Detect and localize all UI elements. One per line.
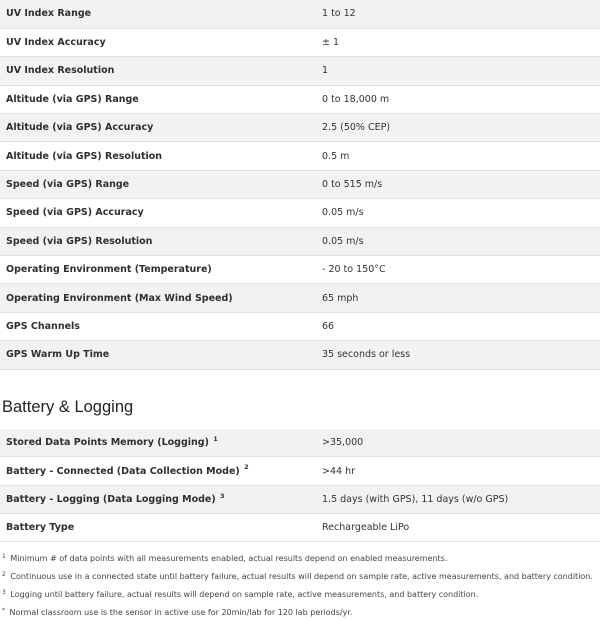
spec-value: 1 bbox=[303, 57, 600, 85]
spec-label-text: Battery - Connected (Data Collection Mode) bbox=[6, 465, 240, 477]
spec-value: 0.05 m/s bbox=[303, 199, 600, 227]
battery-table bbox=[0, 429, 600, 543]
spec-label: UV Index Range bbox=[0, 0, 303, 28]
spec-row bbox=[0, 227, 600, 255]
spec-label: GPS Channels bbox=[0, 312, 303, 340]
spec-value: 0 to 18,000 m bbox=[303, 85, 600, 113]
spec-row bbox=[0, 341, 600, 369]
spec-value: Rechargeable LiPo bbox=[303, 513, 600, 541]
spec-label: GPS Warm Up Time bbox=[0, 341, 303, 369]
footnote-text: Logging until battery failure, actual results will depend on sample rate, active measurements, and battery condition. bbox=[10, 590, 479, 600]
spec-row bbox=[0, 256, 600, 284]
footnote-text: Minimum # of data points with all measurements enabled, actual results depend on enabled measurements. bbox=[10, 554, 448, 564]
spec-value: - 20 to 150°C bbox=[303, 256, 600, 284]
spec-row bbox=[0, 513, 600, 541]
spec-label: Operating Environment (Temperature) bbox=[0, 256, 303, 284]
spec-label: Altitude (via GPS) Resolution bbox=[0, 142, 303, 170]
spec-label bbox=[0, 485, 303, 513]
spec-label bbox=[0, 429, 303, 457]
footnote bbox=[2, 570, 598, 584]
spec-label: Altitude (via GPS) Accuracy bbox=[0, 114, 303, 142]
footnote-mark: 1 bbox=[2, 552, 6, 560]
spec-row bbox=[0, 429, 600, 457]
section-title-battery: Battery & Logging bbox=[2, 397, 134, 416]
footnote-text: Normal classroom use is the sensor in active use for 20min/lab for 120 lab periods/yr. bbox=[9, 608, 353, 618]
spec-label bbox=[0, 457, 303, 485]
spec-row bbox=[0, 57, 600, 85]
spec-label: UV Index Resolution bbox=[0, 57, 303, 85]
footnote bbox=[2, 588, 598, 602]
footnotes bbox=[0, 542, 600, 620]
spec-label: Speed (via GPS) Accuracy bbox=[0, 199, 303, 227]
footnote-mark: 2 bbox=[2, 570, 6, 578]
spec-value: 0.5 m bbox=[303, 142, 600, 170]
spec-label: Altitude (via GPS) Range bbox=[0, 85, 303, 113]
spec-row bbox=[0, 28, 600, 56]
spec-label-text: Battery - Logging (Data Logging Mode) bbox=[6, 493, 216, 505]
spec-value: 66 bbox=[303, 312, 600, 340]
spec-value: 0.05 m/s bbox=[303, 227, 600, 255]
spec-value: >35,000 bbox=[303, 429, 600, 457]
spec-label: Speed (via GPS) Range bbox=[0, 170, 303, 198]
spec-row bbox=[0, 284, 600, 312]
spec-value: ± 1 bbox=[303, 28, 600, 56]
spec-value: 1 to 12 bbox=[303, 0, 600, 28]
spec-value: >44 hr bbox=[303, 457, 600, 485]
spec-label-text: Battery Type bbox=[6, 522, 75, 534]
spec-label-text: Stored Data Points Memory (Logging) bbox=[6, 436, 209, 448]
footnote bbox=[2, 552, 598, 566]
spec-value: 0 to 515 m/s bbox=[303, 170, 600, 198]
spec-value: 65 mph bbox=[303, 284, 600, 312]
spec-row bbox=[0, 457, 600, 485]
spec-label bbox=[0, 513, 303, 541]
footnote-mark: 3 bbox=[2, 588, 6, 596]
spec-value: 35 seconds or less bbox=[303, 341, 600, 369]
spec-label: UV Index Accuracy bbox=[0, 28, 303, 56]
spec-row bbox=[0, 312, 600, 340]
spec-row bbox=[0, 485, 600, 513]
spec-row bbox=[0, 199, 600, 227]
footnote-ref: 2 bbox=[244, 463, 249, 472]
spec-label: Speed (via GPS) Resolution bbox=[0, 227, 303, 255]
footnote-mark: * bbox=[2, 606, 5, 614]
spec-row bbox=[0, 0, 600, 28]
spec-value: 1.5 days (with GPS), 11 days (w/o GPS) bbox=[303, 485, 600, 513]
spec-row bbox=[0, 114, 600, 142]
footnote-ref: 3 bbox=[220, 491, 225, 500]
footnote-text: Continuous use in a connected state until battery failure, actual results will depend on sample rate, active measurements, and battery condition. bbox=[10, 572, 593, 582]
spec-row bbox=[0, 142, 600, 170]
spec-row bbox=[0, 170, 600, 198]
spec-row bbox=[0, 85, 600, 113]
spec-label: Operating Environment (Max Wind Speed) bbox=[0, 284, 303, 312]
spec-value: 2.5 (50% CEP) bbox=[303, 114, 600, 142]
footnote-ref: 1 bbox=[213, 434, 218, 443]
